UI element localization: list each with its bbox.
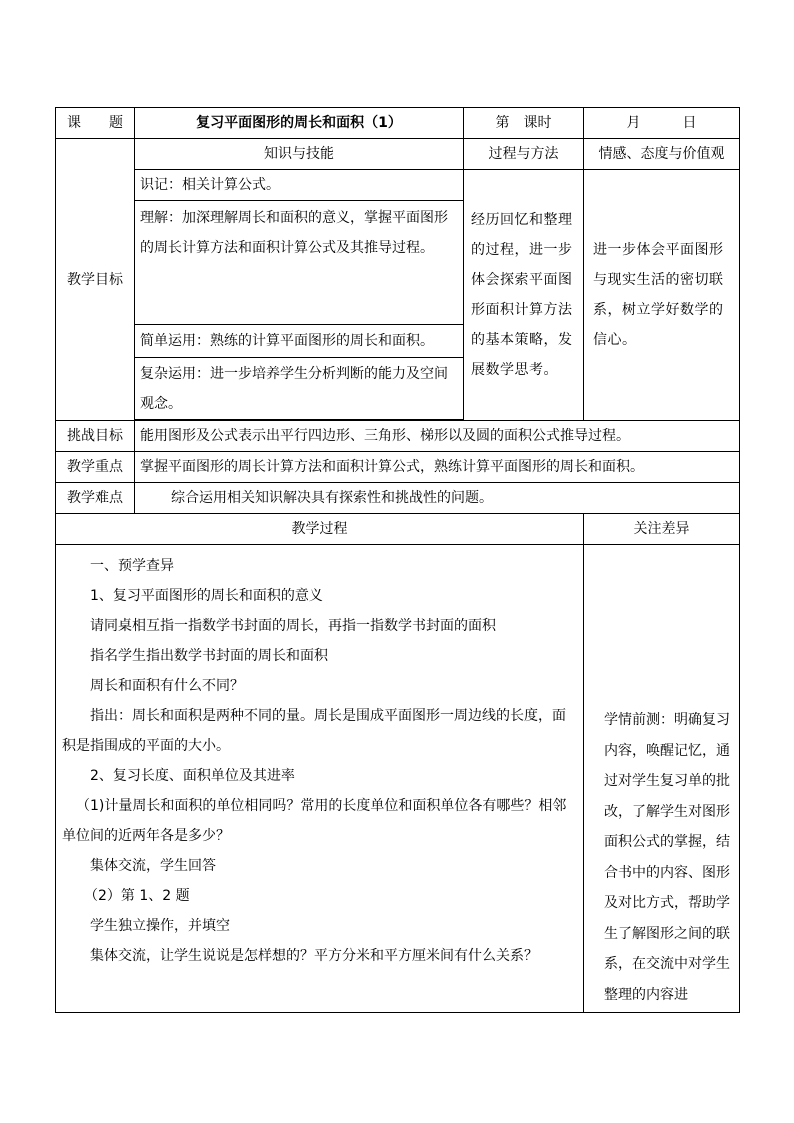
knowledge-item-complex-apply: 复杂运用：进一步培养学生分析判断的能力及空间观念。 (135, 358, 464, 420)
header-row (56, 108, 740, 139)
process-line-11: 学生独立操作，并填空 (90, 918, 230, 934)
knowledge-item-recall: 识记：相关计算公式。 (135, 170, 464, 201)
difficulty-row (56, 483, 740, 514)
process-line-10: （2）第 1、2 题 (84, 888, 190, 904)
difficulty-text: 综合运用相关知识解决具有探索性和挑战性的问题。 (135, 483, 740, 514)
process-body-row (56, 545, 740, 1013)
process-line-1: 一、预学查异 (90, 558, 174, 574)
process-column-header: 过程与方法 (464, 139, 584, 170)
process-line-3: 请同桌相互指一指数学书封面的周长，再指一指数学书封面的面积 (90, 618, 496, 634)
focus-difference-body (584, 545, 740, 1013)
lesson-number-label: 第 课时 (464, 108, 584, 139)
difficulty-label: 教学难点 (56, 483, 135, 514)
key-point-row (56, 452, 740, 483)
objectives-header-row (56, 139, 740, 170)
process-line-12: 集体交流，让学生说说是怎样想的？平方分米和平方厘米间有什么关系？ (90, 948, 538, 964)
knowledge-item-simple-apply: 简单运用：熟练的计算平面图形的周长和面积。 (135, 325, 464, 358)
lesson-plan-table (55, 107, 740, 1013)
process-line-7: 2、复习长度、面积单位及其进率 (90, 768, 295, 784)
challenge-row (56, 421, 740, 452)
process-line-9: 集体交流，学生回答 (90, 858, 216, 874)
process-line-2: 1、复习平面图形的周长和面积的意义 (90, 588, 323, 604)
process-line-5: 周长和面积有什么不同？ (90, 678, 244, 694)
process-line-4: 指名学生指出数学书封面的周长和面积 (90, 648, 328, 664)
teaching-process-body (56, 545, 584, 1013)
attitude-column-header: 情感、态度与价值观 (584, 139, 740, 170)
date-label: 月 日 (584, 108, 740, 139)
process-line-8: （1)计量周长和面积的单位相同吗？常用的长度单位和面积单位各有哪些？相邻单位间的近两年各是多少？ (62, 798, 567, 844)
challenge-label: 挑战目标 (56, 421, 135, 452)
objectives-label: 教学目标 (56, 139, 135, 421)
challenge-text: 能用图形及公式表示出平行四边形、三角形、梯形以及圆的面积公式推导过程。 (135, 421, 740, 452)
knowledge-row-1 (56, 170, 740, 201)
knowledge-item-understand: 理解：加深理解周长和面积的意义，掌握平面图形的周长计算方法和面积计算公式及其推导过程。 (135, 201, 464, 325)
key-point-label: 教学重点 (56, 452, 135, 483)
focus-difference-text: 学情前测：明确复习内容，唤醒记忆，通过对学生复习单的批改，了解学生对图形面积公式的掌握，结合书中的内容、图形及对比方式，帮助学生了解图形之间的联系，在交流中对学生整理的内容进 (604, 712, 730, 1003)
key-point-text: 掌握平面图形的周长计算方法和面积计算公式，熟练计算平面图形的周长和面积。 (135, 452, 740, 483)
focus-difference-header: 关注差异 (584, 514, 740, 545)
attitude-value-text: 进一步体会平面图形与现实生活的密切联系，树立学好数学的信心。 (584, 170, 740, 421)
topic-title: 复习平面图形的周长和面积（1） (135, 108, 464, 139)
teaching-process-header: 教学过程 (56, 514, 584, 545)
process-method-text: 经历回忆和整理的过程，进一步体会探索平面图形面积计算方法的基本策略，发展数学思考。 (464, 170, 584, 421)
process-line-6: 指出：周长和面积是两种不同的量。周长是围成平面图形一周边线的长度，面积是指围成的平面的大小。 (62, 708, 566, 754)
topic-label: 课 题 (56, 108, 135, 139)
process-header-row (56, 514, 740, 545)
knowledge-column-header: 知识与技能 (135, 139, 464, 170)
